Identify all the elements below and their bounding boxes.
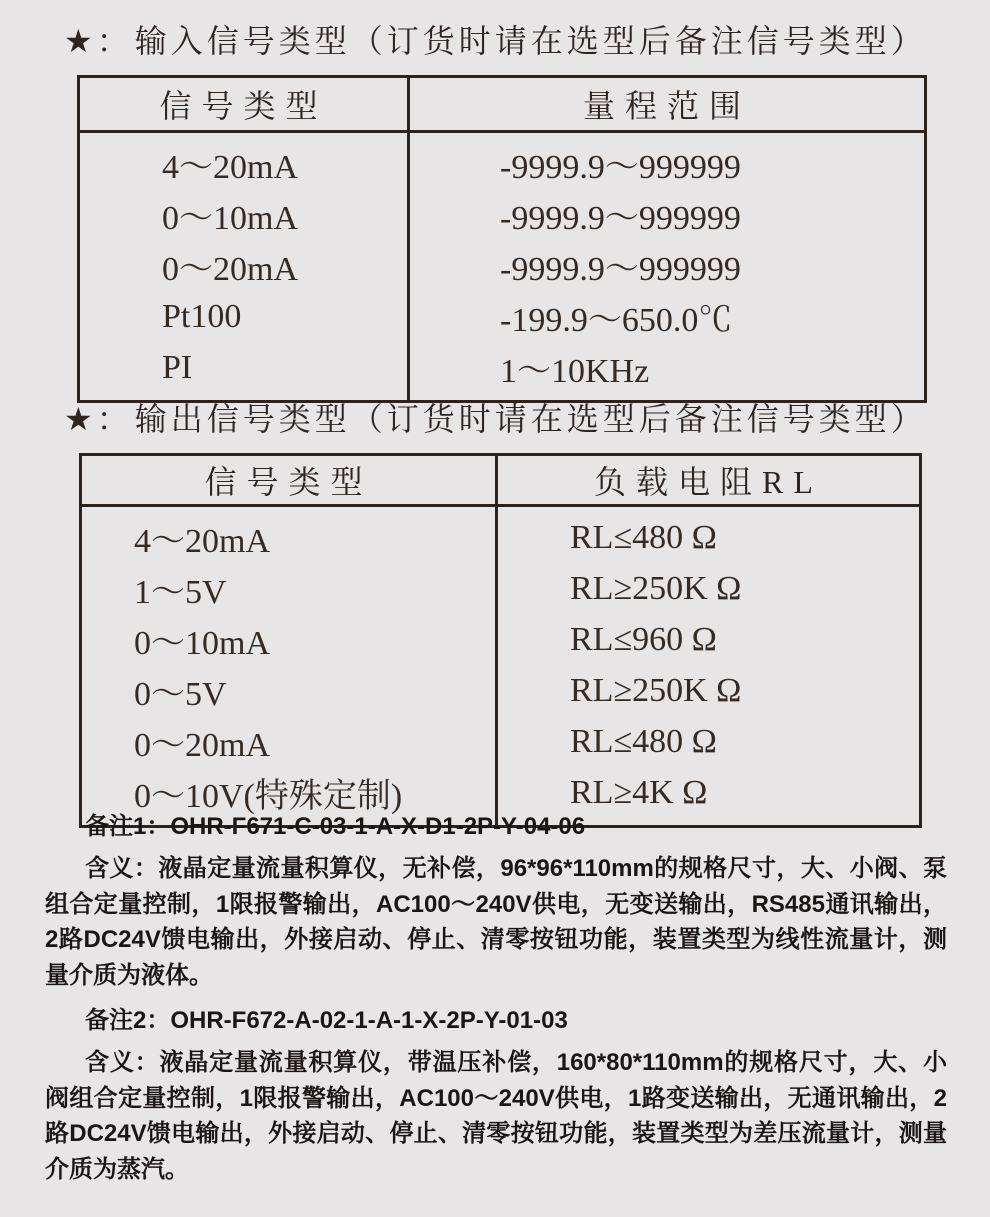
table-cell: 4～20mA xyxy=(81,506,497,564)
table-cell: 1～5V xyxy=(81,563,497,614)
output-signal-table xyxy=(79,453,922,828)
column-header: 负载电阻RL xyxy=(497,455,921,506)
input-signal-heading xyxy=(64,16,927,62)
star-icon: ★： xyxy=(64,23,133,59)
column-header: 信号类型 xyxy=(79,77,409,132)
table-cell: 0～10mA xyxy=(79,189,409,240)
note2-label: 备注2：OHR-F672-A-02-1-A-1-X-2P-Y-01-03 xyxy=(85,1007,568,1034)
table-row xyxy=(79,240,926,291)
table-cell: 0～20mA xyxy=(81,716,497,767)
table-row xyxy=(79,291,926,342)
table-cell: RL≤480 Ω xyxy=(570,518,717,556)
table-cell: -9999.9～999999 xyxy=(500,251,741,288)
table-cell: -9999.9～999999 xyxy=(500,200,741,237)
table-row xyxy=(79,189,926,240)
input-signal-table xyxy=(77,75,927,403)
table-cell: 0～5V xyxy=(81,665,497,716)
table-cell: 0～10V(特殊定制) xyxy=(81,767,497,827)
table-cell: -9999.9～999999 xyxy=(500,149,741,186)
note1-label: 备注1：OHR-F671-C-03-1-A-X-D1-2P-Y-04-06 xyxy=(85,813,586,840)
column-header: 信号类型 xyxy=(81,455,497,506)
table-cell: -199.9～650.0℃ xyxy=(500,302,733,339)
note2-meaning: 含义：液晶定量流量积算仪，带温压补偿，160*80*110mm的规格尺寸，大、小阀组合定量控制，1限报警输出，AC100～240V供电，1路变送输出，无通讯输出，2路DC24V馈电输出，外接启动、停止、清零按钮功能，装置类型为差压流量计，测量介质为蒸汽。 xyxy=(45,1049,947,1183)
table-row xyxy=(81,665,921,716)
table-cell: 0～20mA xyxy=(79,240,409,291)
column-header: 量程范围 xyxy=(409,77,926,132)
table-row xyxy=(81,716,921,767)
table-cell: RL≤480 Ω xyxy=(570,722,717,760)
table-row xyxy=(79,132,926,190)
table-cell: RL≥250K Ω xyxy=(570,569,742,607)
table-cell: 0～10mA xyxy=(81,614,497,665)
star-icon: ★： xyxy=(64,401,133,437)
output-signal-heading-text: 输出信号类型（订货时请在选型后备注信号类型） xyxy=(134,401,927,437)
table-cell: PI xyxy=(79,342,409,402)
table-row xyxy=(81,614,921,665)
table-header-row xyxy=(79,77,926,132)
note1-meaning: 含义：液晶定量流量积算仪，无补偿，96*96*110mm的规格尺寸，大、小阀、泵组合定量控制，1限报警输出，AC100～240V供电，无变送输出，RS485通讯输出，2路DC24V馈电输出，外接启动、停止、清零按钮功能，装置类型为线性流量计，测量介质为液体。 xyxy=(45,855,947,989)
table-cell: RL≤960 Ω xyxy=(570,620,717,658)
table-cell: RL≥4K Ω xyxy=(570,773,708,811)
input-signal-heading-text: 输入信号类型（订货时请在选型后备注信号类型） xyxy=(134,23,927,59)
notes-block xyxy=(45,810,947,1198)
table-row xyxy=(81,563,921,614)
table-row xyxy=(79,342,926,402)
output-signal-heading xyxy=(64,394,927,440)
table-cell: 1～10KHz xyxy=(500,353,650,390)
table-header-row xyxy=(81,455,921,506)
table-cell: 4～20mA xyxy=(79,132,409,190)
table-cell: RL≥250K Ω xyxy=(570,671,742,709)
table-row xyxy=(81,506,921,564)
table-cell: Pt100 xyxy=(79,291,409,342)
